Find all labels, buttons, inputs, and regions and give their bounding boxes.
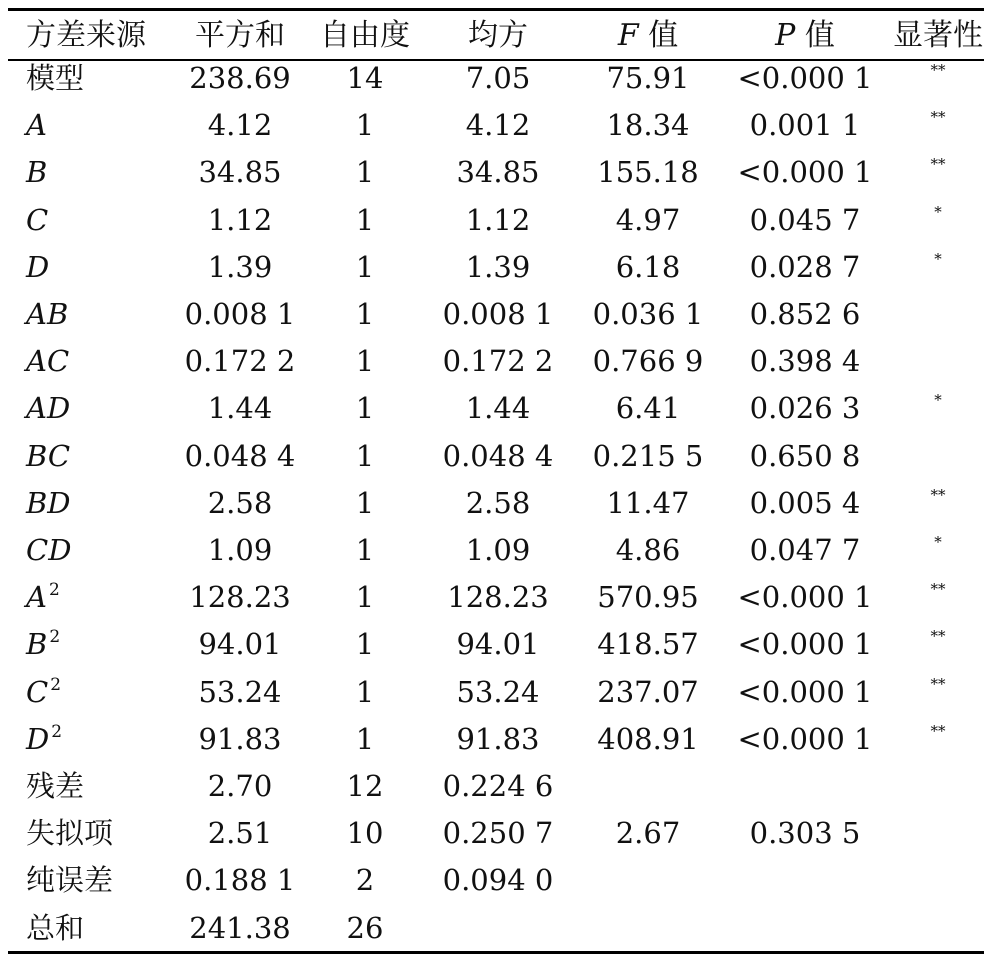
cell-mean-square: 0.172 2 xyxy=(442,344,554,379)
cell-f-value: 6.18 xyxy=(615,249,681,284)
cell-f-value: 408.91 xyxy=(597,721,699,756)
cell-source xyxy=(26,433,70,480)
source-label: 总和 xyxy=(26,910,85,945)
cell-f-value: 4.97 xyxy=(615,202,681,237)
cell-sum-of-squares: 4.12 xyxy=(207,108,273,143)
cell-degrees-of-freedom: 1 xyxy=(355,627,375,662)
cell-p-value: 0.650 8 xyxy=(749,438,861,473)
header-significance: 显著性 xyxy=(893,18,983,53)
cell-p-value xyxy=(725,763,885,810)
cell-source xyxy=(26,763,84,810)
cell-significance xyxy=(888,763,988,810)
header-degrees-of-freedom: 自由度 xyxy=(320,18,410,53)
source-label: C xyxy=(26,674,49,709)
cell-sum-of-squares: 0.048 4 xyxy=(184,438,296,473)
source-superscript: 2 xyxy=(50,674,62,695)
cell-p-value: 0.045 7 xyxy=(749,202,861,237)
cell-p-value: <0.000 1 xyxy=(737,627,873,662)
cell-degrees-of-freedom: 10 xyxy=(346,816,384,851)
cell-p-value: 0.852 6 xyxy=(749,297,861,331)
header-f-value xyxy=(580,11,716,58)
cell-significance: ** xyxy=(930,674,946,693)
source-label: 模型 xyxy=(26,61,85,95)
cell-f-value: 0.036 1 xyxy=(592,297,704,331)
cell-degrees-of-freedom: 1 xyxy=(355,721,375,756)
cell-source xyxy=(26,621,60,668)
source-superscript: 2 xyxy=(48,580,60,601)
cell-p-value xyxy=(725,857,885,904)
cell-degrees-of-freedom: 1 xyxy=(355,391,375,426)
cell-source xyxy=(26,102,47,149)
cell-mean-square: 1.09 xyxy=(465,533,531,567)
table-row xyxy=(0,385,992,432)
cell-degrees-of-freedom: 1 xyxy=(355,580,375,615)
cell-significance: ** xyxy=(930,108,946,127)
source-label: A xyxy=(26,108,47,143)
cell-p-value: 0.303 5 xyxy=(749,816,861,851)
source-label: C xyxy=(26,202,49,237)
source-superscript: 2 xyxy=(51,721,63,742)
table-row xyxy=(0,574,992,621)
cell-f-value: 418.57 xyxy=(597,627,699,662)
cell-source xyxy=(26,338,69,385)
cell-degrees-of-freedom: 1 xyxy=(355,155,375,190)
source-superscript: 2 xyxy=(49,627,61,648)
cell-p-value: 0.028 7 xyxy=(749,249,861,284)
cell-f-value xyxy=(580,763,716,810)
table-header-row xyxy=(0,11,992,58)
table-row xyxy=(0,857,992,904)
cell-significance: * xyxy=(934,249,942,268)
header-p-suffix: 值 xyxy=(804,18,835,53)
cell-significance: * xyxy=(934,533,942,551)
cell-degrees-of-freedom: 1 xyxy=(355,438,375,473)
cell-sum-of-squares: 94.01 xyxy=(198,627,282,662)
cell-sum-of-squares: 1.39 xyxy=(207,249,273,284)
cell-significance: ** xyxy=(930,721,946,740)
cell-source xyxy=(26,810,113,857)
cell-sum-of-squares: 238.69 xyxy=(189,61,291,95)
cell-sum-of-squares: 1.09 xyxy=(207,533,273,567)
cell-p-value: 0.001 1 xyxy=(749,108,861,143)
cell-p-value xyxy=(725,905,885,952)
table-bottom-rule xyxy=(8,951,984,954)
cell-f-value: 0.766 9 xyxy=(592,344,704,379)
table-row xyxy=(0,669,992,716)
cell-degrees-of-freedom: 1 xyxy=(355,108,375,143)
cell-degrees-of-freedom: 1 xyxy=(355,297,375,331)
table-row xyxy=(0,810,992,857)
cell-p-value: <0.000 1 xyxy=(737,61,873,95)
cell-p-value: <0.000 1 xyxy=(737,155,873,190)
cell-source xyxy=(26,669,61,716)
cell-mean-square: 1.44 xyxy=(465,391,531,426)
cell-significance: ** xyxy=(930,155,946,174)
cell-mean-square: 4.12 xyxy=(465,108,531,143)
cell-significance xyxy=(888,857,988,904)
table-row xyxy=(0,197,992,244)
cell-source xyxy=(26,291,68,338)
source-label: AB xyxy=(26,297,69,331)
cell-mean-square: 0.048 4 xyxy=(442,438,554,473)
table-row xyxy=(0,291,992,338)
cell-degrees-of-freedom: 26 xyxy=(346,910,384,945)
table-row xyxy=(0,55,992,102)
table-row xyxy=(0,527,992,574)
header-f-letter: F xyxy=(617,18,639,53)
cell-mean-square: 2.58 xyxy=(465,485,531,520)
source-label: B xyxy=(26,627,48,662)
cell-significance xyxy=(888,905,988,952)
cell-mean-square: 1.12 xyxy=(465,202,531,237)
source-label: CD xyxy=(26,533,72,567)
cell-degrees-of-freedom: 1 xyxy=(355,202,375,237)
cell-degrees-of-freedom: 1 xyxy=(355,674,375,709)
cell-significance: ** xyxy=(930,485,946,504)
table-row xyxy=(0,763,992,810)
cell-sum-of-squares: 2.58 xyxy=(207,485,273,520)
table-row xyxy=(0,905,992,952)
cell-significance xyxy=(888,433,988,480)
cell-f-value xyxy=(580,905,716,952)
header-f-suffix: 值 xyxy=(648,18,679,53)
source-label: BD xyxy=(26,485,71,520)
cell-degrees-of-freedom: 2 xyxy=(355,863,375,898)
cell-significance xyxy=(888,291,988,338)
cell-p-value: <0.000 1 xyxy=(737,674,873,709)
cell-mean-square xyxy=(436,905,560,952)
cell-mean-square: 1.39 xyxy=(465,249,531,284)
source-label: D xyxy=(26,249,50,284)
cell-sum-of-squares: 241.38 xyxy=(189,910,291,945)
cell-mean-square: 34.85 xyxy=(456,155,540,190)
cell-significance: * xyxy=(934,202,942,221)
table-row xyxy=(0,433,992,480)
header-source: 方差来源 xyxy=(26,18,146,53)
source-label: 失拟项 xyxy=(26,816,114,851)
cell-f-value: 6.41 xyxy=(615,391,681,426)
cell-mean-square: 94.01 xyxy=(456,627,540,662)
cell-mean-square: 0.094 0 xyxy=(442,863,554,898)
cell-source xyxy=(26,244,49,291)
table-row xyxy=(0,480,992,527)
cell-sum-of-squares: 0.188 1 xyxy=(184,863,296,898)
cell-mean-square: 128.23 xyxy=(447,580,549,615)
cell-sum-of-squares: 34.85 xyxy=(198,155,282,190)
source-label: AC xyxy=(26,344,70,379)
cell-degrees-of-freedom: 14 xyxy=(346,61,384,95)
cell-mean-square: 0.250 7 xyxy=(442,816,554,851)
cell-p-value: 0.005 4 xyxy=(749,485,861,520)
cell-degrees-of-freedom: 1 xyxy=(355,344,375,379)
cell-sum-of-squares: 2.70 xyxy=(207,769,273,803)
cell-mean-square: 53.24 xyxy=(456,674,540,709)
cell-degrees-of-freedom: 1 xyxy=(355,249,375,284)
cell-mean-square: 0.008 1 xyxy=(442,297,554,331)
cell-sum-of-squares: 53.24 xyxy=(198,674,282,709)
cell-source xyxy=(26,857,113,904)
header-mean-square: 均方 xyxy=(468,18,528,53)
cell-f-value: 11.47 xyxy=(606,485,690,520)
cell-significance: ** xyxy=(930,627,946,646)
cell-source xyxy=(26,385,70,432)
source-label: AD xyxy=(26,391,71,426)
cell-f-value: 0.215 5 xyxy=(592,438,704,473)
cell-source xyxy=(26,716,62,763)
cell-significance: ** xyxy=(930,580,946,599)
cell-sum-of-squares: 0.008 1 xyxy=(184,297,296,331)
cell-p-value: <0.000 1 xyxy=(737,721,873,756)
cell-degrees-of-freedom: 1 xyxy=(355,533,375,567)
cell-f-value: 155.18 xyxy=(597,155,699,190)
cell-source xyxy=(26,574,60,621)
table-row xyxy=(0,102,992,149)
cell-degrees-of-freedom: 1 xyxy=(355,485,375,520)
cell-sum-of-squares: 91.83 xyxy=(198,721,282,756)
cell-source xyxy=(26,55,84,102)
source-label: 残差 xyxy=(26,769,85,803)
cell-f-value: 237.07 xyxy=(597,674,699,709)
cell-sum-of-squares: 2.51 xyxy=(207,816,273,851)
cell-sum-of-squares: 128.23 xyxy=(189,580,291,615)
cell-significance xyxy=(888,338,988,385)
cell-mean-square: 7.05 xyxy=(465,61,531,95)
source-label: B xyxy=(26,155,48,190)
cell-p-value: 0.047 7 xyxy=(749,533,861,567)
cell-p-value: <0.000 1 xyxy=(737,580,873,615)
cell-significance xyxy=(888,810,988,857)
cell-significance: ** xyxy=(930,61,946,79)
cell-f-value: 570.95 xyxy=(597,580,699,615)
cell-mean-square: 91.83 xyxy=(456,721,540,756)
cell-source xyxy=(26,149,47,196)
cell-source xyxy=(26,480,71,527)
cell-significance: * xyxy=(934,391,942,410)
table-row xyxy=(0,716,992,763)
source-label: D xyxy=(26,721,50,756)
cell-f-value: 2.67 xyxy=(615,816,681,851)
cell-p-value: 0.026 3 xyxy=(749,391,861,426)
cell-f-value xyxy=(580,857,716,904)
cell-mean-square: 0.224 6 xyxy=(442,769,554,803)
source-label: 纯误差 xyxy=(26,863,114,898)
table-row xyxy=(0,621,992,668)
cell-f-value: 18.34 xyxy=(606,108,690,143)
header-p-value xyxy=(725,11,885,58)
cell-sum-of-squares: 0.172 2 xyxy=(184,344,296,379)
cell-f-value: 75.91 xyxy=(606,61,690,95)
cell-source xyxy=(26,197,48,244)
source-label: A xyxy=(26,580,47,615)
source-label: BC xyxy=(26,438,71,473)
cell-degrees-of-freedom: 12 xyxy=(346,769,384,803)
header-sum-of-squares: 平方和 xyxy=(195,18,285,53)
cell-sum-of-squares: 1.12 xyxy=(207,202,273,237)
table-row xyxy=(0,244,992,291)
cell-source xyxy=(26,905,84,952)
cell-p-value: 0.398 4 xyxy=(749,344,861,379)
header-p-letter: P xyxy=(775,18,796,53)
cell-source xyxy=(26,527,71,574)
cell-f-value: 4.86 xyxy=(615,533,681,567)
cell-sum-of-squares: 1.44 xyxy=(207,391,273,426)
table-row xyxy=(0,338,992,385)
table-row xyxy=(0,149,992,196)
